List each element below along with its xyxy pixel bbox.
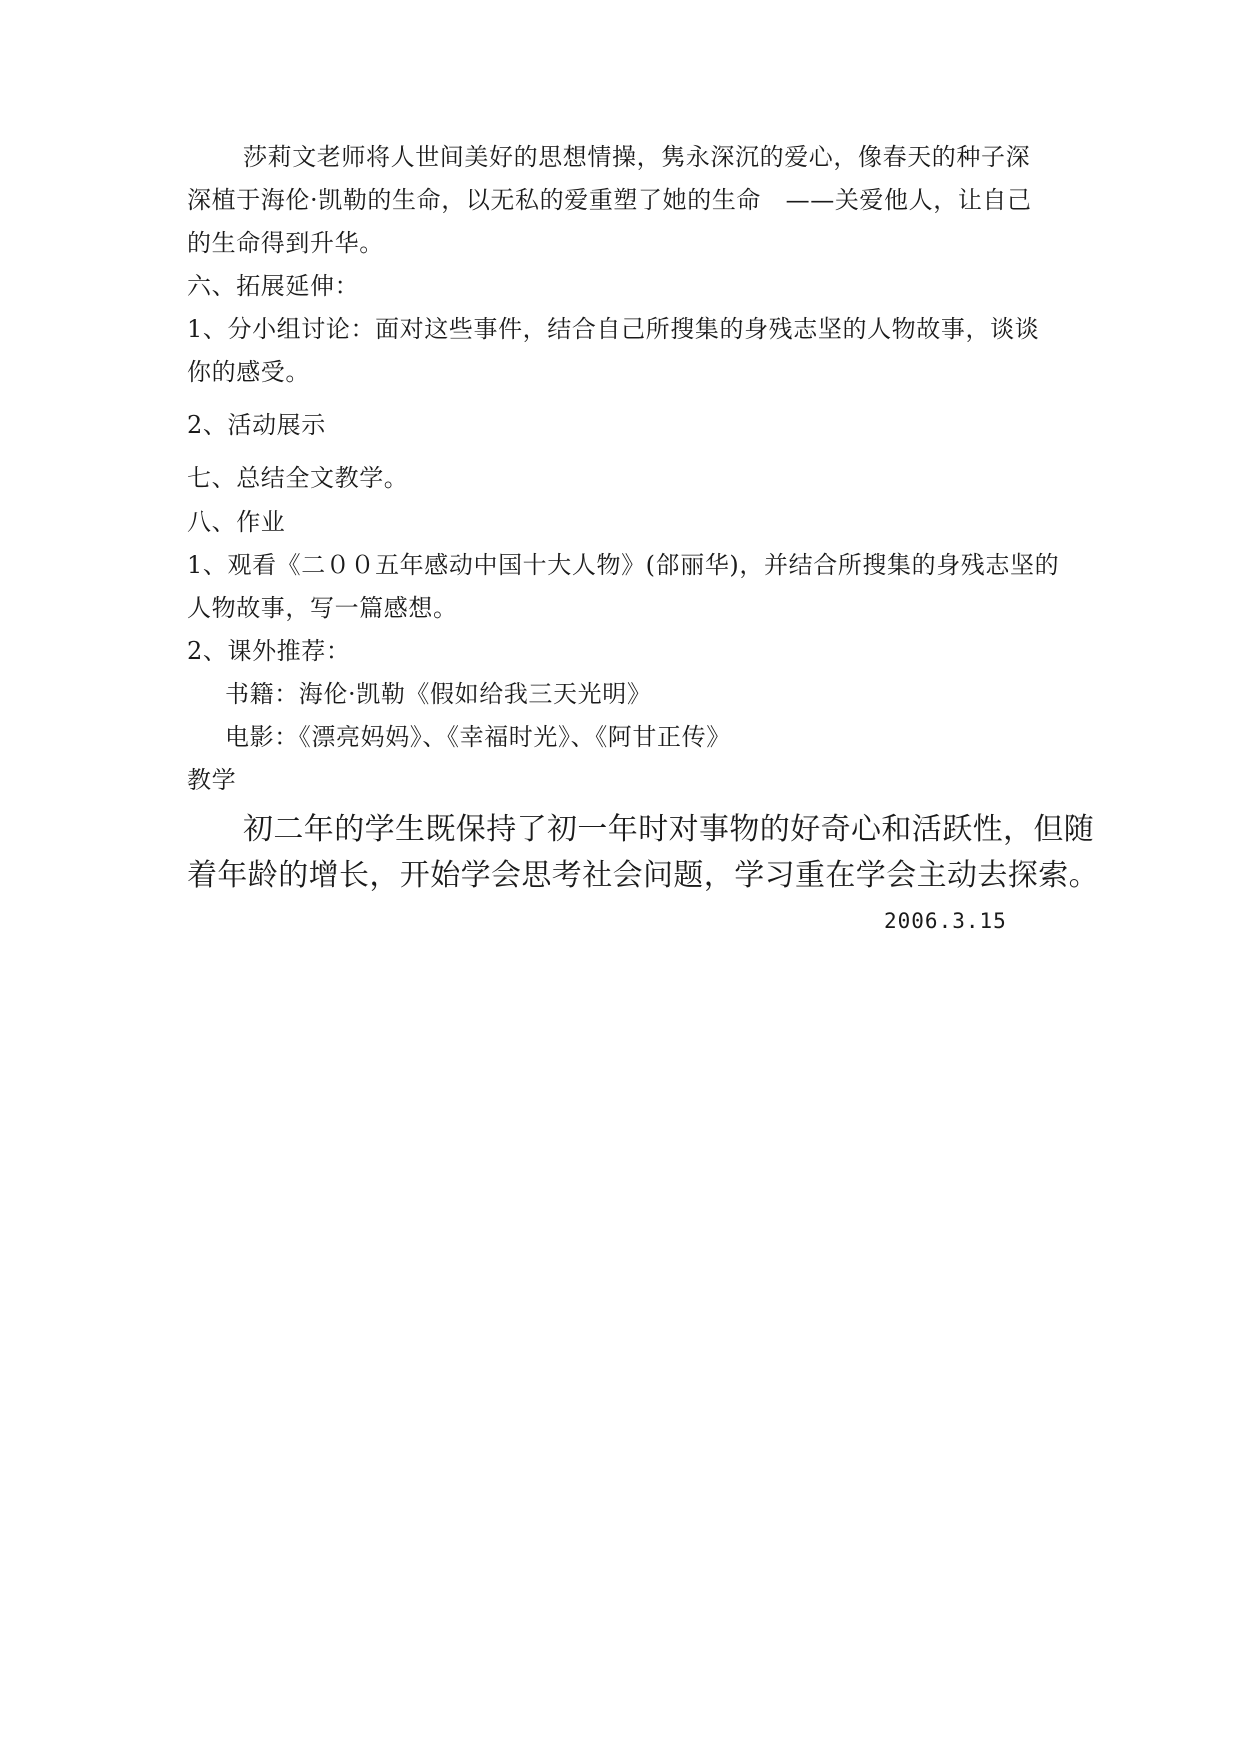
reflection-line: 初二年的学生既保持了初一年时对事物的好奇心和活跃性，但随 bbox=[243, 812, 1095, 847]
list-item: 1、观看《二００五年感动中国十大人物》(郃丽华)，并结合所搜集的身残志坚的 bbox=[187, 551, 1060, 579]
list-item: 2、课外推荐： bbox=[187, 637, 351, 665]
reflection-line: 着年龄的增长，开始学会思考社会问题，学习重在学会主动去探索。 bbox=[187, 858, 1099, 893]
list-item-continued: 你的感受。 bbox=[187, 358, 310, 386]
list-item: 2、活动展示 bbox=[187, 411, 326, 439]
paragraph-line: 莎莉文老师将人世间美好的思想情操，隽永深沉的爱心，像春天的种子深 bbox=[243, 143, 1031, 171]
movie-recommendation: 电影：《漂亮妈妈》、《幸福时光》、《阿甘正传》 bbox=[225, 723, 731, 751]
section-heading: 六、拓展延伸： bbox=[187, 272, 360, 300]
paragraph-line: 的生命得到升华。 bbox=[187, 229, 384, 257]
section-heading: 八、作业 bbox=[187, 508, 286, 536]
book-recommendation: 书籍：海伦·凯勒《假如给我三天光明》 bbox=[225, 680, 652, 708]
list-item: 1、分小组讨论：面对这些事件，结合自己所搜集的身残志坚的人物故事，谈谈 bbox=[187, 315, 1040, 343]
reflection-heading: 教学 bbox=[187, 766, 237, 794]
document-date: 2006.3.15 bbox=[884, 909, 1007, 933]
paragraph-line: 深植于海伦·凯勒的生命，以无私的爱重塑了她的生命 ——关爱他人，让自己 bbox=[187, 186, 1032, 214]
section-heading: 七、总结全文教学。 bbox=[187, 464, 409, 492]
list-item-continued: 人物故事，写一篇感想。 bbox=[187, 594, 458, 622]
